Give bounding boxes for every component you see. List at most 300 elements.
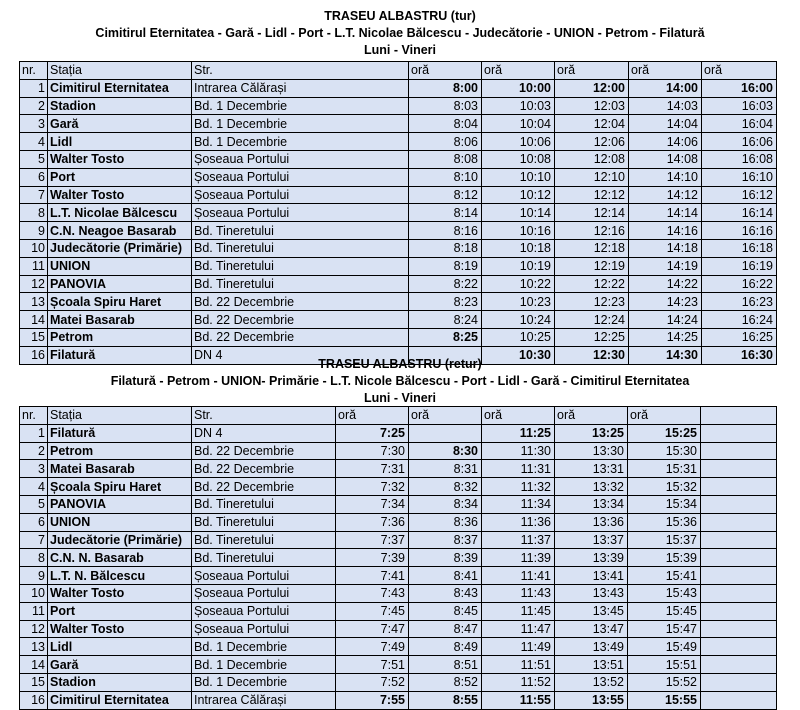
- row-number: 14: [20, 656, 48, 674]
- station-name: Lidl: [48, 638, 192, 656]
- table-row: [20, 133, 777, 151]
- street-name: Bd. Tineretului: [192, 513, 336, 531]
- departure-time: 16:10: [702, 168, 777, 186]
- row-number: 7: [20, 186, 48, 204]
- departure-time: 8:45: [409, 602, 482, 620]
- row-number: 4: [20, 133, 48, 151]
- row-number: 11: [20, 602, 48, 620]
- departure-time: [701, 602, 777, 620]
- departure-time: [701, 531, 777, 549]
- table-row: [20, 513, 777, 531]
- row-number: 7: [20, 531, 48, 549]
- departure-time: 14:22: [629, 275, 702, 293]
- departure-time: 11:31: [482, 460, 555, 478]
- departure-time: 12:04: [555, 115, 629, 133]
- departure-time: 15:49: [628, 638, 701, 656]
- departure-time: 11:34: [482, 495, 555, 513]
- departure-time: 8:18: [409, 239, 482, 257]
- departure-time: 8:10: [409, 168, 482, 186]
- row-number: 14: [20, 311, 48, 329]
- departure-time: 8:49: [409, 638, 482, 656]
- title-tur: TRASEU ALBASTRU (tur): [324, 9, 476, 23]
- departure-time: 16:06: [702, 133, 777, 151]
- departure-time: 7:41: [336, 567, 409, 585]
- departure-time: 7:32: [336, 478, 409, 496]
- departure-time: [701, 656, 777, 674]
- station-name: PANOVIA: [48, 495, 192, 513]
- timetable-retur: [19, 406, 777, 710]
- departure-time: 14:03: [629, 97, 702, 115]
- departure-time: 12:19: [555, 257, 629, 275]
- departure-time: 12:16: [555, 222, 629, 240]
- street-name: Șoseaua Portului: [192, 150, 409, 168]
- station-name: Lidl: [48, 133, 192, 151]
- departure-time: 13:55: [555, 691, 628, 709]
- departure-time: 8:14: [409, 204, 482, 222]
- departure-time: 10:14: [482, 204, 555, 222]
- row-number: 5: [20, 150, 48, 168]
- departure-time: 16:16: [702, 222, 777, 240]
- row-number: 6: [20, 513, 48, 531]
- table-row: [20, 293, 777, 311]
- departure-time: 12:25: [555, 328, 629, 346]
- street-name: Șoseaua Portului: [192, 204, 409, 222]
- departure-time: 15:31: [628, 460, 701, 478]
- departure-time: 8:19: [409, 257, 482, 275]
- departure-time: 11:45: [482, 602, 555, 620]
- departure-time: 16:14: [702, 204, 777, 222]
- departure-time: 15:25: [628, 424, 701, 442]
- station-name: Judecătorie (Primărie): [48, 531, 192, 549]
- street-name: Bd. 22 Decembrie: [192, 293, 409, 311]
- departure-time: 8:36: [409, 513, 482, 531]
- row-number: 3: [20, 460, 48, 478]
- column-header: oră: [482, 407, 555, 425]
- station-name: Walter Tosto: [48, 150, 192, 168]
- table-row: [20, 602, 777, 620]
- departure-time: 8:08: [409, 150, 482, 168]
- street-name: Șoseaua Portului: [192, 567, 336, 585]
- street-name: Bd. 1 Decembrie: [192, 97, 409, 115]
- departure-time: 15:39: [628, 549, 701, 567]
- station-name: L.T. N. Bălcescu: [48, 567, 192, 585]
- street-name: Bd. Tineretului: [192, 549, 336, 567]
- departure-time: 7:39: [336, 549, 409, 567]
- departure-time: [409, 424, 482, 442]
- departure-time: 8:12: [409, 186, 482, 204]
- departure-time: 10:08: [482, 150, 555, 168]
- departure-time: 13:39: [555, 549, 628, 567]
- route-retur: Filatură - Petrom - UNION- Primărie - L.T. Nicole Bălcescu - Port - Lidl - Gară - Cimitirul Eternitatea: [110, 374, 690, 388]
- departure-time: 15:41: [628, 567, 701, 585]
- departure-time: 15:51: [628, 656, 701, 674]
- street-name: Bd. 22 Decembrie: [192, 311, 409, 329]
- departure-time: 11:55: [482, 691, 555, 709]
- station-name: Walter Tosto: [48, 620, 192, 638]
- row-number: 5: [20, 495, 48, 513]
- departure-time: 10:30: [482, 346, 555, 364]
- departure-time: 16:25: [702, 328, 777, 346]
- row-number: 13: [20, 638, 48, 656]
- row-number: 9: [20, 222, 48, 240]
- row-number: 6: [20, 168, 48, 186]
- departure-time: 16:00: [702, 79, 777, 97]
- table-row: [20, 460, 777, 478]
- column-header: nr.: [20, 62, 48, 80]
- departure-time: 10:22: [482, 275, 555, 293]
- row-number: 9: [20, 567, 48, 585]
- departure-time: 13:47: [555, 620, 628, 638]
- departure-time: 7:37: [336, 531, 409, 549]
- table-row: [20, 567, 777, 585]
- departure-time: 13:34: [555, 495, 628, 513]
- departure-time: 13:36: [555, 513, 628, 531]
- departure-time: 14:04: [629, 115, 702, 133]
- street-name: Bd. Tineretului: [192, 239, 409, 257]
- column-header: oră: [409, 407, 482, 425]
- departure-time: 8:00: [409, 79, 482, 97]
- departure-time: 15:36: [628, 513, 701, 531]
- street-name: DN 4: [192, 424, 336, 442]
- station-name: Stadion: [48, 97, 192, 115]
- departure-time: [701, 584, 777, 602]
- departure-time: 8:43: [409, 584, 482, 602]
- table-row: [20, 424, 777, 442]
- column-header: oră: [555, 62, 629, 80]
- departure-time: 16:24: [702, 311, 777, 329]
- table-row: [20, 239, 777, 257]
- street-name: Bd. Tineretului: [192, 257, 409, 275]
- table-row: [20, 97, 777, 115]
- street-name: Bd. 1 Decembrie: [192, 638, 336, 656]
- station-name: Petrom: [48, 328, 192, 346]
- departure-time: 8:06: [409, 133, 482, 151]
- column-header: Str.: [192, 407, 336, 425]
- departure-time: 14:06: [629, 133, 702, 151]
- departure-time: 16:08: [702, 150, 777, 168]
- row-number: 15: [20, 673, 48, 691]
- row-number: 11: [20, 257, 48, 275]
- station-name: Cimitirul Eternitatea: [48, 79, 192, 97]
- station-name: C.N. Neagoe Basarab: [48, 222, 192, 240]
- departure-time: 8:32: [409, 478, 482, 496]
- departure-time: 14:24: [629, 311, 702, 329]
- row-number: 12: [20, 275, 48, 293]
- column-header: oră: [336, 407, 409, 425]
- departure-time: [701, 442, 777, 460]
- row-number: 16: [20, 346, 48, 364]
- departure-time: 12:12: [555, 186, 629, 204]
- street-name: Intrarea Călărași: [192, 79, 409, 97]
- departure-time: 8:04: [409, 115, 482, 133]
- departure-time: 8:23: [409, 293, 482, 311]
- row-number: 4: [20, 478, 48, 496]
- departure-time: 12:06: [555, 133, 629, 151]
- header-row: [20, 62, 777, 80]
- departure-time: 11:25: [482, 424, 555, 442]
- column-header: nr.: [20, 407, 48, 425]
- table-row: [20, 531, 777, 549]
- departure-time: 8:16: [409, 222, 482, 240]
- row-number: 15: [20, 328, 48, 346]
- column-header: oră: [555, 407, 628, 425]
- street-name: Intrarea Călărași: [192, 691, 336, 709]
- row-number: 3: [20, 115, 48, 133]
- departure-time: [701, 513, 777, 531]
- departure-time: 8:24: [409, 311, 482, 329]
- row-number: 8: [20, 204, 48, 222]
- table-row: [20, 495, 777, 513]
- station-name: Judecătorie (Primărie): [48, 239, 192, 257]
- departure-time: 7:52: [336, 673, 409, 691]
- street-name: Bd. 22 Decembrie: [192, 442, 336, 460]
- column-header: [701, 407, 777, 425]
- timetable-tur: [19, 61, 777, 365]
- departure-time: 16:03: [702, 97, 777, 115]
- table-row: [20, 257, 777, 275]
- title-retur: TRASEU ALBASTRU (retur): [318, 357, 482, 371]
- departure-time: 7:31: [336, 460, 409, 478]
- row-number: 2: [20, 97, 48, 115]
- departure-time: 14:19: [629, 257, 702, 275]
- departure-time: 7:43: [336, 584, 409, 602]
- departure-time: 15:37: [628, 531, 701, 549]
- departure-time: 15:34: [628, 495, 701, 513]
- row-number: 1: [20, 79, 48, 97]
- row-number: 13: [20, 293, 48, 311]
- departure-time: 14:12: [629, 186, 702, 204]
- days-retur: Luni - Vineri: [364, 391, 436, 405]
- street-name: Bd. 1 Decembrie: [192, 673, 336, 691]
- departure-time: 11:30: [482, 442, 555, 460]
- departure-time: 14:16: [629, 222, 702, 240]
- row-number: 10: [20, 584, 48, 602]
- departure-time: 13:51: [555, 656, 628, 674]
- departure-time: 8:22: [409, 275, 482, 293]
- departure-time: 13:45: [555, 602, 628, 620]
- schedule-tur: [0, 8, 800, 363]
- departure-time: 11:51: [482, 656, 555, 674]
- station-name: Matei Basarab: [48, 311, 192, 329]
- table-row: [20, 311, 777, 329]
- departure-time: 12:08: [555, 150, 629, 168]
- departure-time: 15:47: [628, 620, 701, 638]
- departure-time: 8:25: [409, 328, 482, 346]
- departure-time: 11:52: [482, 673, 555, 691]
- street-name: Bd. Tineretului: [192, 222, 409, 240]
- station-name: Gară: [48, 656, 192, 674]
- station-name: Școala Spiru Haret: [48, 293, 192, 311]
- table-row: [20, 79, 777, 97]
- departure-time: 10:10: [482, 168, 555, 186]
- departure-time: 15:55: [628, 691, 701, 709]
- table-row: [20, 673, 777, 691]
- station-name: Matei Basarab: [48, 460, 192, 478]
- departure-time: 7:47: [336, 620, 409, 638]
- departure-time: [701, 620, 777, 638]
- departure-time: 16:04: [702, 115, 777, 133]
- departure-time: 11:47: [482, 620, 555, 638]
- column-header: oră: [628, 407, 701, 425]
- station-name: UNION: [48, 257, 192, 275]
- departure-time: 10:18: [482, 239, 555, 257]
- departure-time: [701, 460, 777, 478]
- departure-time: 11:43: [482, 584, 555, 602]
- street-name: Bd. 1 Decembrie: [192, 115, 409, 133]
- departure-time: 13:43: [555, 584, 628, 602]
- street-name: Șoseaua Portului: [192, 620, 336, 638]
- departure-time: 8:34: [409, 495, 482, 513]
- column-header: Stația: [48, 407, 192, 425]
- departure-time: 12:24: [555, 311, 629, 329]
- departure-time: 13:52: [555, 673, 628, 691]
- column-header: oră: [409, 62, 482, 80]
- column-header: Str.: [192, 62, 409, 80]
- departure-time: 10:00: [482, 79, 555, 97]
- departure-time: 8:55: [409, 691, 482, 709]
- street-name: Bd. Tineretului: [192, 495, 336, 513]
- departure-time: 14:08: [629, 150, 702, 168]
- station-name: Școala Spiru Haret: [48, 478, 192, 496]
- departure-time: 14:30: [629, 346, 702, 364]
- departure-time: 10:03: [482, 97, 555, 115]
- departure-time: 16:30: [702, 346, 777, 364]
- station-name: Walter Tosto: [48, 186, 192, 204]
- station-name: PANOVIA: [48, 275, 192, 293]
- departure-time: 13:32: [555, 478, 628, 496]
- table-row: [20, 168, 777, 186]
- table-row: [20, 275, 777, 293]
- departure-time: 12:03: [555, 97, 629, 115]
- street-name: Bd. 22 Decembrie: [192, 478, 336, 496]
- departure-time: 12:18: [555, 239, 629, 257]
- departure-time: 12:30: [555, 346, 629, 364]
- street-name: Bd. Tineretului: [192, 531, 336, 549]
- station-name: C.N. N. Basarab: [48, 549, 192, 567]
- departure-time: 7:30: [336, 442, 409, 460]
- departure-time: [701, 424, 777, 442]
- departure-time: 15:43: [628, 584, 701, 602]
- street-name: Bd. 1 Decembrie: [192, 656, 336, 674]
- street-name: Bd. Tineretului: [192, 275, 409, 293]
- departure-time: [701, 673, 777, 691]
- column-header: oră: [702, 62, 777, 80]
- departure-time: 14:14: [629, 204, 702, 222]
- departure-time: 10:25: [482, 328, 555, 346]
- column-header: oră: [482, 62, 555, 80]
- table-row: [20, 478, 777, 496]
- departure-time: 15:52: [628, 673, 701, 691]
- departure-time: 10:16: [482, 222, 555, 240]
- street-name: Șoseaua Portului: [192, 584, 336, 602]
- table-row: [20, 549, 777, 567]
- departure-time: 16:23: [702, 293, 777, 311]
- row-number: 12: [20, 620, 48, 638]
- station-name: Filatură: [48, 424, 192, 442]
- departure-time: 15:32: [628, 478, 701, 496]
- row-number: 8: [20, 549, 48, 567]
- table-row: [20, 584, 777, 602]
- departure-time: 11:41: [482, 567, 555, 585]
- departure-time: 13:49: [555, 638, 628, 656]
- departure-time: 7:34: [336, 495, 409, 513]
- departure-time: 8:31: [409, 460, 482, 478]
- departure-time: 13:31: [555, 460, 628, 478]
- departure-time: 13:25: [555, 424, 628, 442]
- departure-time: 16:12: [702, 186, 777, 204]
- departure-time: 12:23: [555, 293, 629, 311]
- departure-time: 12:00: [555, 79, 629, 97]
- table-row: [20, 442, 777, 460]
- departure-time: 15:45: [628, 602, 701, 620]
- departure-time: 7:36: [336, 513, 409, 531]
- departure-time: 13:41: [555, 567, 628, 585]
- departure-time: [701, 495, 777, 513]
- departure-time: 13:30: [555, 442, 628, 460]
- route-tur: Cimitirul Eternitatea - Gară - Lidl - Port - L.T. Nicolae Bălcescu - Judecătorie - UNION - Petrom - Filatură: [95, 26, 705, 40]
- station-name: Walter Tosto: [48, 584, 192, 602]
- row-number: 1: [20, 424, 48, 442]
- departure-time: 14:10: [629, 168, 702, 186]
- departure-time: 10:04: [482, 115, 555, 133]
- departure-time: 12:22: [555, 275, 629, 293]
- departure-time: 16:19: [702, 257, 777, 275]
- departure-time: 14:18: [629, 239, 702, 257]
- station-name: Port: [48, 602, 192, 620]
- departure-time: 12:10: [555, 168, 629, 186]
- departure-time: 10:24: [482, 311, 555, 329]
- station-name: Port: [48, 168, 192, 186]
- table-row: [20, 150, 777, 168]
- table-row: [20, 222, 777, 240]
- departure-time: [701, 549, 777, 567]
- departure-time: 10:06: [482, 133, 555, 151]
- column-header: oră: [629, 62, 702, 80]
- station-name: Gară: [48, 115, 192, 133]
- station-name: Petrom: [48, 442, 192, 460]
- departure-time: 15:30: [628, 442, 701, 460]
- street-name: Bd. 22 Decembrie: [192, 460, 336, 478]
- street-name: DN 4: [192, 346, 409, 364]
- departure-time: 14:23: [629, 293, 702, 311]
- departure-time: 8:51: [409, 656, 482, 674]
- row-number: 10: [20, 239, 48, 257]
- table-row: [20, 638, 777, 656]
- station-name: Cimitirul Eternitatea: [48, 691, 192, 709]
- departure-time: 11:37: [482, 531, 555, 549]
- departure-time: 8:37: [409, 531, 482, 549]
- column-header: Stația: [48, 62, 192, 80]
- row-number: 16: [20, 691, 48, 709]
- departure-time: 11:32: [482, 478, 555, 496]
- table-row: [20, 656, 777, 674]
- street-name: Șoseaua Portului: [192, 602, 336, 620]
- departure-time: 10:19: [482, 257, 555, 275]
- departure-time: 7:55: [336, 691, 409, 709]
- street-name: Șoseaua Portului: [192, 168, 409, 186]
- header-row: [20, 407, 777, 425]
- departure-time: 7:45: [336, 602, 409, 620]
- table-row: [20, 204, 777, 222]
- departure-time: 10:23: [482, 293, 555, 311]
- table-row: [20, 115, 777, 133]
- table-row: [20, 620, 777, 638]
- departure-time: 10:12: [482, 186, 555, 204]
- departure-time: [701, 638, 777, 656]
- departure-time: 11:36: [482, 513, 555, 531]
- table-row: [20, 186, 777, 204]
- departure-time: 16:18: [702, 239, 777, 257]
